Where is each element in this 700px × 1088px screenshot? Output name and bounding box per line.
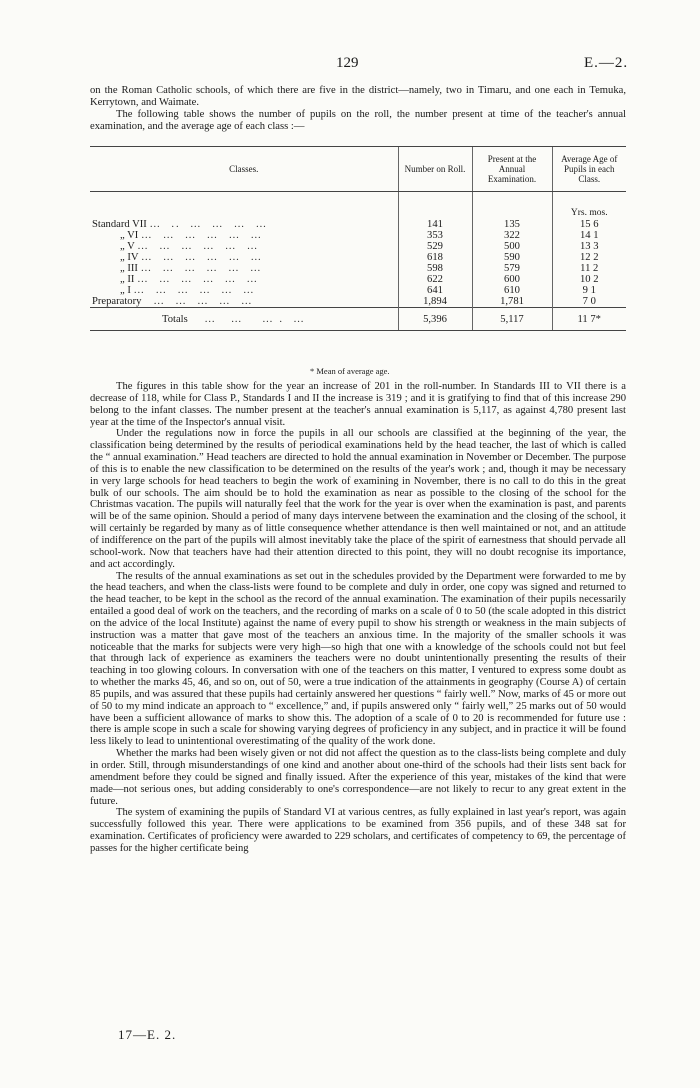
- present-cell: 600: [472, 274, 552, 285]
- class-label: „ IV: [120, 252, 139, 263]
- present-cell: 1,781: [472, 296, 552, 308]
- class-label: „ V: [120, 241, 135, 252]
- header-average-age: Average Age of Pupils in each Class.: [552, 147, 626, 192]
- table-row: „ III … … … … … … 598 579 11 2: [90, 263, 626, 274]
- present-cell: 135: [472, 219, 552, 230]
- body-paragraph: The system of examining the pupils of Standard VI at various centres, as fully explained in last year's report, was again successfully followed this year. There were applications to be examined from 356 pupils, and of these 348 sat for examination. Certificates of proficiency were awarded to 229 scholars, and certificates of competency to 69, the percentage of passes for the higher certificate being: [90, 807, 626, 854]
- table-row: „ VI … … … … … … 353 322 14 1: [90, 230, 626, 241]
- header-roll: Number on Roll.: [398, 147, 472, 192]
- body-paragraph: The figures in this table show for the year an increase of 201 in the roll-number. In Standards III to VII there is a decrease of 118, while for Class P., Standards I and II the increase is 319 ; and it is gratifying to find that of this increase 290 belong to the infant classes. The number present at the teacher's annual examination is 5,117, as against 4,780 present last year at the time of the Inspector's annual visit.: [90, 381, 626, 428]
- present-cell: 610: [472, 285, 552, 296]
- table-row: „ II … … … … … … 622 600 10 2: [90, 274, 626, 285]
- page-number: 129: [336, 55, 359, 71]
- roll-cell: 353: [398, 230, 472, 241]
- signature-mark: 17—E. 2.: [118, 1027, 177, 1042]
- class-label: „ I: [120, 285, 131, 296]
- table-row: „ V … … … … … … 529 500 13 3: [90, 241, 626, 252]
- totals-label: Totals: [162, 313, 188, 325]
- present-cell: 590: [472, 252, 552, 263]
- age-cell: 12 2: [552, 252, 626, 263]
- total-age-cell: 11 7*: [552, 308, 626, 331]
- roll-cell: 1,894: [398, 296, 472, 308]
- body-paragraph: Whether the marks had been wisely given or not did not affect the question as to the class-lists being complete and duly in order. Still, through misunderstandings of one kind and another about one-third of the schools had their lists sent back for amendment before they could be signed and finally issued. After the experience of this year, mistakes of the kind that were made—not serious ones, but adding considerably to one's correspondence—are not likely to recur to any great extent in the future.: [90, 748, 626, 807]
- age-cell: 9 1: [552, 285, 626, 296]
- body-paragraph: The results of the annual examinations as set out in the schedules provided by the Department were forwarded to me by the head teachers, and when the class-lists were found to be complete and duly in order, one copy was signed and returned to the head teacher, to be kept in the school as the record of the annual examination. The examination of their pupils necessarily entailed a good deal of work on the teachers, and the recording of marks on a scale of 0 to 50 (the scale adopted in this district on the advice of the local Institute) against the name of every pupil to show his strength or weakness in the main subjects of instruction was a matter that gave most of the teachers an anxious time. In the majority of the smaller schools it was noticeable that the marks for subjects were very high—so high that one with a knowledge of the schools could not but feel that through lack of experience as examiners the teachers were no doubt unintentionally presenting the results of their teaching in too glowing colours. In conversation with one of the teachers on this matter, I ventured to express some doubt as to whether the marks 45, 46, and so on, out of 50, were a true indication of the attainments in geography (Course A) of certain 85 pupils, and was assured that these pupils had certainly answered her questions “ fairly well.” Now, marks of 45 or more out of 50 to my mind indicate an approach to “ excellence,” and, if pupils answered only “ fairly well,” 25 marks out of 50 would have been a sufficient allowance of marks to show this. The adoption of a scale of 0 to 20 is recommended for future use : there is ample scope in such a scale for showing varying degrees of proficiency in any subject, and in practice it will be found less likely to lead to unintentional overestimating of the quality of the work done.: [90, 570, 626, 748]
- table-footnote: * Mean of average age.: [310, 366, 390, 376]
- intro-paragraph: The following table shows the number of pupils on the roll, the number present at time of the teacher's annual examination, and the average age of each class :—: [90, 109, 626, 132]
- class-label: „ VI: [120, 230, 139, 241]
- present-cell: 500: [472, 241, 552, 252]
- table-row: „ I … … … … … … 641 610 9 1: [90, 285, 626, 296]
- roll-cell: 141: [398, 219, 472, 230]
- body-text: [90, 381, 626, 855]
- intro-text: [90, 85, 626, 133]
- age-cell: 14 1: [552, 230, 626, 241]
- body-paragraph: Under the regulations now in force the pupils in all our schools are classified at the beginning of the year, the classification being determined by the results of periodical examinations held by the head teacher, the last of which is called the “ annual examination.” Head teachers are directed to hold the annual examination in November or December. The purpose of this is to enable the new classification to be determined on the results of the year's work ; and, though it may be necessary in very large schools for head teachers to begin the work of examining in November, there is no call to do this in the great bulk of our schools. The aim should be to hold the examination as near as possible to the closing of the school for the Christmas vacation. The pupils will naturally feel that the work for the year is over when the examination is past, and parents will be of the same opinion. Should a period of many days intervene between the examination and the closing of the school, it will certainly be regarded by many as of little consequence whether attendance is then well maintained or not, and an attitude of indifference on the part of the pupils will almost inevitably take the place of the spirit of earnestness that should pervade all school-work. Now that teachers have had their attention directed to this point, they will no doubt recognise its importance, and act accordingly.: [90, 428, 626, 570]
- age-units: Yrs. mos.: [552, 192, 626, 220]
- roll-cell: 529: [398, 241, 472, 252]
- roll-cell: 622: [398, 274, 472, 285]
- age-cell: 13 3: [552, 241, 626, 252]
- intro-paragraph: on the Roman Catholic schools, of which there are five in the district—namely, two in Timaru, and one each in Temuka, Kerrytown, and Waimate.: [90, 85, 626, 108]
- class-label: „ III: [120, 263, 138, 274]
- table-row: Preparatory … … … … … 1,894 1,781 7 0: [90, 296, 626, 308]
- header-present: Present at the Annual Examination.: [472, 147, 552, 192]
- age-cell: 10 2: [552, 274, 626, 285]
- roll-cell: 598: [398, 263, 472, 274]
- age-cell: 11 2: [552, 263, 626, 274]
- header-classes: Classes.: [90, 147, 398, 192]
- class-label: „ II: [120, 274, 135, 285]
- table-row: „ IV … … … … … … 618 590 12 2: [90, 252, 626, 263]
- roll-cell: 618: [398, 252, 472, 263]
- present-cell: 579: [472, 263, 552, 274]
- class-label: Standard VII: [92, 219, 147, 230]
- statistics-table: [90, 146, 626, 331]
- age-cell: 7 0: [552, 296, 626, 308]
- document-code: E.—2.: [584, 55, 629, 71]
- present-cell: 322: [472, 230, 552, 241]
- totals-row: Totals … … … . … 5,396 5,117 11 7*: [90, 308, 626, 331]
- roll-cell: 641: [398, 285, 472, 296]
- total-present-cell: 5,117: [472, 308, 552, 331]
- class-label: Preparatory: [92, 296, 142, 307]
- table-row: Standard VII … .. … … … … 141 135 15 6: [90, 219, 626, 230]
- total-roll-cell: 5,396: [398, 308, 472, 331]
- age-cell: 15 6: [552, 219, 626, 230]
